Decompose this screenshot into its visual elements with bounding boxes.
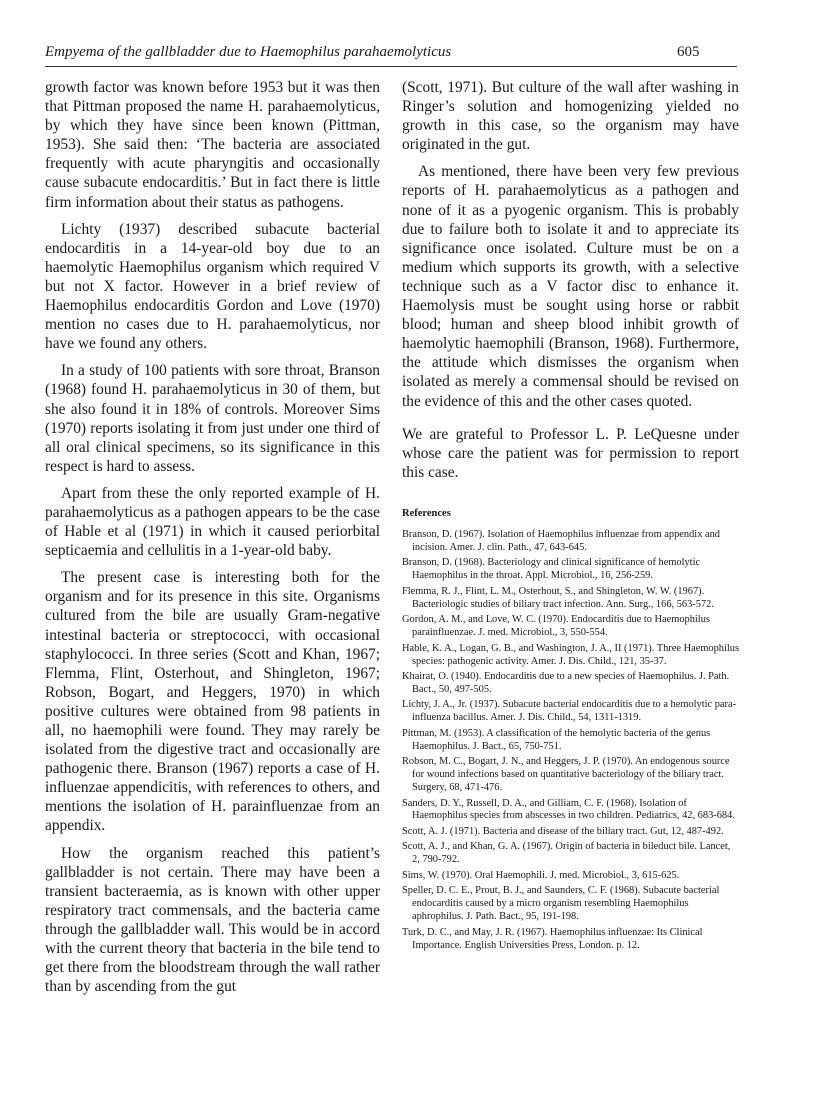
paragraph: Apart from these the only reported example of H. parahaemolyticus as a pathogen appears to be the case of Hable et al (1971) in which it caused periorbital septicaemia and cellulitis in a 1-year-old baby. (45, 484, 380, 560)
paragraph: The present case is interesting both for the organism and for its presence in this site. Organisms cultured from the bile are usually Gram-negative intestinal bacteria or streptococci, with occasional staphylococci. In three series (Scott and Khan, 1967; Flemma, Flint, Osterhout, and Shingleton, 1967; Robson, Bogart, and Heggers, 1970) in which positive cultures were obtained from 98 patients in all, no haemophili were found. They may rarely be isolated from the digestive tract and occasionally are pathogenic there. Branson (1967) reports a case of H. influenzae appendicitis, with references to others, and mentions the isolation of H. parainfluenzae from an appendix. (45, 569, 380, 835)
reference-item: Sanders, D. Y., Russell, D. A., and Gilliam, C. F. (1968). Isolation of Haemophilus species from abscesses in two children. Pediatrics, 42, 683-684. (402, 797, 735, 822)
references-heading: References (402, 507, 451, 519)
acknowledgement: We are grateful to Professor L. P. LeQuesne under whose care the patient was for permission to report this case. (402, 425, 739, 481)
reference-item: Lichty, J. A., Jr. (1937). Subacute bacterial endocarditis due to a hemolytic para-influenza bacillus. Amer. J. Dis. Child., 54, 1311-1319. (402, 699, 737, 724)
reference-item: Robson, M. C., Bogart, J. N., and Heggers, J. P. (1970). An endogenous source for wound infections based on quantitative bacteriology of the biliary tract. Surgery, 68, 471-476. (402, 756, 730, 794)
reference-item: Flemma, R. J., Flint, L. M., Osterhout, S., and Shingleton, W. W. (1967). Bacteriologic studies of biliary tract infection. Ann. Surg., 166, 563-572. (402, 585, 714, 610)
page-number: 605 (677, 44, 700, 60)
paragraph: growth factor was known before 1953 but it was then that Pittman proposed the name H. parahaemolyticus, by which they have since been known (Pittman, 1953). She said then: ‘The bacteria are associated frequently with acute pharyngitis and occasionally cause subacute endocarditis.’ But in fact there is little firm information about their status as pathogens. (45, 79, 380, 211)
paragraph: How the organism reached this patient’s gallbladder is not certain. There may have been a transient bacteraemia, as is known with other upper respiratory tract commensals, and the bacteria came through the gallbladder wall. This would be in accord with the current theory that bacteria in the bile tend to get there from the bloodstream through the wall rather than by ascending from the gut (45, 844, 380, 996)
reference-item: Khairat, O. (1940). Endocarditis due to a new species of Haemophilus. J. Path. Bact., 50, 497-505. (402, 671, 730, 695)
left-column (45, 78, 380, 996)
reference-item: Branson, D. (1968). Bacteriology and clinical significance of hemolytic Haemophilus in the throat. Appl. Microbiol., 16, 256-259. (402, 557, 701, 582)
running-header (45, 44, 745, 66)
reference-item: Gordon, A. M., and Love, W. C. (1970). Endocarditis due to Haemophilus parainfluenzae. J. med. Microbiol., 3, 550-554. (402, 614, 710, 639)
paragraph: Lichty (1937) described subacute bacterial endocarditis in a 14-year-old boy due to an haemolytic Haemophilus organism which required V but not X factor. However in a brief review of Haemophilus endocarditis Gordon and Love (1970) mention no cases due to H. parahaemolyticus, nor have we found any others. (45, 220, 380, 353)
right-column (402, 78, 739, 955)
reference-item: Scott, A. J., and Khan, G. A. (1967). Origin of bacteria in bileduct bile. Lancet, 2, 790-792. (402, 841, 731, 866)
reference-list (402, 529, 739, 953)
reference-item: Scott, A. J. (1971). Bacteria and disease of the biliary tract. Gut, 12, 487-492. (402, 825, 724, 837)
reference-item: Hable, K. A., Logan, G. B., and Washington, J. A., II (1971). Three Haemophilus species: pathogenic activity. Amer. J. Dis. Child., 121, 35-37. (402, 642, 739, 667)
paragraph: In a study of 100 patients with sore throat, Branson (1968) found H. parahaemolyticus in 30 of them, but she also found it in 18% of controls. Moreover Sims (1970) reports isolating it from just under one third of all oral clinical specimens, so its significance in this respect is hard to assess. (45, 362, 380, 475)
reference-item: Branson, D. (1967). Isolation of Haemophilus influenzae from appendix and incision. Amer. J. clin. Path., 47, 643-645. (402, 528, 720, 553)
running-title (45, 44, 451, 61)
running-title-organism: Haemophilus parahaemolyticus (259, 44, 452, 60)
reference-item: Sims, W. (1970). Oral Haemophili. J. med. Microbiol., 3, 615-625. (402, 869, 680, 881)
paragraph: As mentioned, there have been very few previous reports of H. parahaemolyticus as a pathogen and none of it as a pyogenic organism. This is probably due to failure both to isolate it and to appreciate its significance once isolated. Culture must be on a medium which supports its growth, with a selective technique such as a V factor disc to enhance it. Haemolysis must be sought using horse or rabbit blood; human and sheep blood inhibit growth of haemolytic haemophili (Branson, 1968). Furthermore, the attitude which dismisses the organism when isolated as merely a commensal should be revised on the evidence of this and the other cases quoted. (402, 163, 739, 410)
running-title-text: Empyema of the gallbladder due to (45, 44, 260, 60)
reference-item: Speller, D. C. E., Prout, B. J., and Saunders, C. F. (1968). Subacute bacterial endocarditis caused by a micro organism resembling Haemophilus aphrophilus. J. Path. Bact., 95, 191-198. (402, 885, 720, 923)
reference-item: Pittman, M. (1953). A classification of the hemolytic bacteria of the genus Haemophilus. J. Bact., 65, 750-751. (402, 727, 711, 752)
header-rule (45, 66, 737, 67)
paragraph: (Scott, 1971). But culture of the wall after washing in Ringer’s solution and homogenizing yielded no growth in this case, so the organism may have originated in the gut. (402, 79, 739, 154)
reference-item: Turk, D. C., and May, J. R. (1967). Haemophilus influenzae: Its Clinical Importance. English Universities Press, London. p. 12. (402, 926, 703, 951)
